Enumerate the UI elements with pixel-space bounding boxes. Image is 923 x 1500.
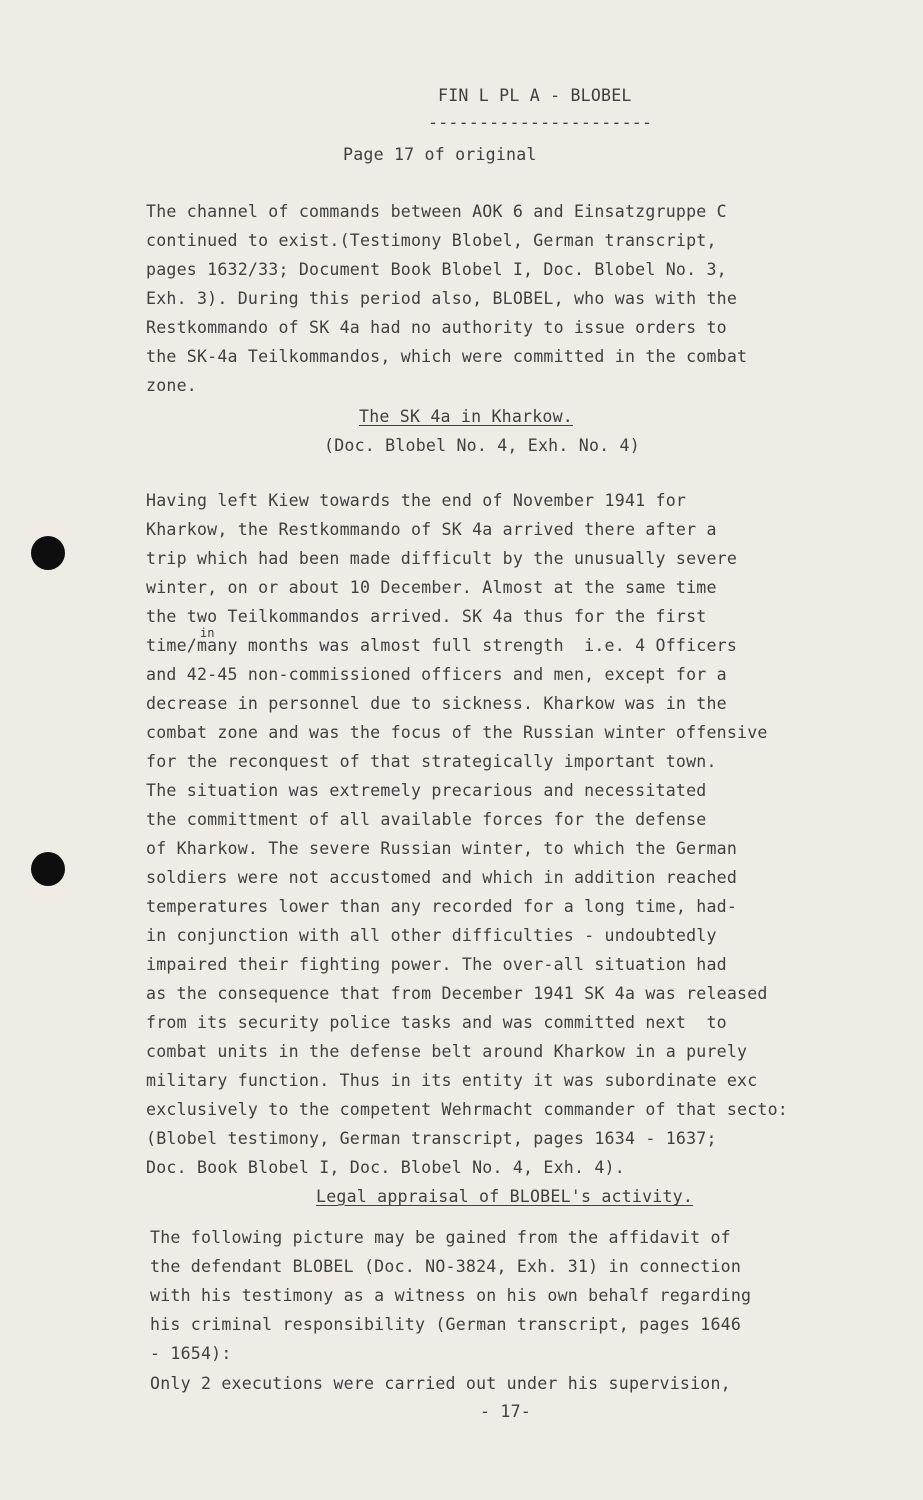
para1-line: The channel of commands between AOK 6 and Einsatzgruppe C [146, 202, 727, 221]
para2-line: Having left Kiew towards the end of November 1941 for [146, 491, 687, 510]
para3-line: with his testimony as a witness on his own behalf regarding [150, 1286, 752, 1305]
para2-line: from its security police tasks and was committed next to [146, 1013, 727, 1032]
para2-line: impaired their fighting power. The over-all situation had [146, 955, 727, 974]
handwritten-insert: in [200, 626, 215, 640]
para1-line: the SK-4a Teilkommandos, which were committed in the combat [146, 347, 748, 366]
para2-line: military function. Thus in its entity it was subordinate exc [146, 1071, 758, 1090]
para2-line: the committment of all available forces for the defense [146, 810, 707, 829]
para1-line: continued to exist.(Testimony Blobel, German transcript, [146, 231, 717, 250]
para2-line: combat units in the defense belt around Kharkow in a purely [146, 1042, 748, 1061]
para2-line: Kharkow, the Restkommando of SK 4a arrived there after a [146, 520, 717, 539]
para3-line: his criminal responsibility (German transcript, pages 1646 [150, 1315, 742, 1334]
section-heading-legal-appraisal: Legal appraisal of BLOBEL's activity. [316, 1187, 694, 1206]
para2-line: combat zone and was the focus of the Russian winter offensive [146, 723, 768, 742]
section-heading-kharkow: The SK 4a in Kharkow. [359, 407, 573, 426]
title-rule: ---------------------- [428, 113, 653, 132]
para2-line: decrease in personnel due to sickness. Kharkow was in the [146, 694, 727, 713]
para3-line: Only 2 executions were carried out under his supervision, [150, 1374, 731, 1393]
para2-line: Doc. Book Blobel I, Doc. Blobel No. 4, Exh. 4). [146, 1158, 625, 1177]
para3-line: - 1654): [150, 1344, 232, 1363]
para2-line: winter, on or about 10 December. Almost at the same time [146, 578, 717, 597]
para2-line: trip which had been made difficult by the unusually severe [146, 549, 738, 568]
para2-line: of Kharkow. The severe Russian winter, to which the German [146, 839, 738, 858]
para3-line: the defendant BLOBEL (Doc. NO-3824, Exh. 31) in connection [150, 1257, 742, 1276]
para2-line: The situation was extremely precarious and necessitated [146, 781, 707, 800]
para2-line: the two Teilkommandos arrived. SK 4a thus for the first [146, 607, 707, 626]
section-reference: (Doc. Blobel No. 4, Exh. No. 4) [324, 436, 640, 455]
punch-hole-top [31, 536, 65, 570]
para2-line: for the reconquest of that strategically important town. [146, 752, 717, 771]
para2-line: and 42-45 non-commissioned officers and men, except for a [146, 665, 727, 684]
para3-line: The following picture may be gained from the affidavit of [150, 1228, 731, 1247]
para2-line: time/many months was almost full strength i.e. 4 Officers [146, 636, 738, 655]
document-title: FIN L PL A - BLOBEL [438, 86, 632, 105]
para1-line: zone. [146, 376, 197, 395]
para2-line: as the consequence that from December 1941 SK 4a was released [146, 984, 768, 1003]
page-reference: Page 17 of original [343, 145, 537, 164]
para2-line: in conjunction with all other difficulties - undoubtedly [146, 926, 717, 945]
para2-line: (Blobel testimony, German transcript, pages 1634 - 1637; [146, 1129, 717, 1148]
para1-line: Restkommando of SK 4a had no authority to issue orders to [146, 318, 727, 337]
punch-hole-bottom [31, 852, 65, 886]
page-number: - 17- [480, 1402, 531, 1421]
para2-line: exclusively to the competent Wehrmacht commander of that secto: [146, 1100, 788, 1119]
para1-line: Exh. 3). During this period also, BLOBEL, who was with the [146, 289, 738, 308]
para1-line: pages 1632/33; Document Book Blobel I, Doc. Blobel No. 3, [146, 260, 727, 279]
para2-line: soldiers were not accustomed and which in addition reached [146, 868, 738, 887]
para2-line: temperatures lower than any recorded for a long time, had- [146, 897, 738, 916]
